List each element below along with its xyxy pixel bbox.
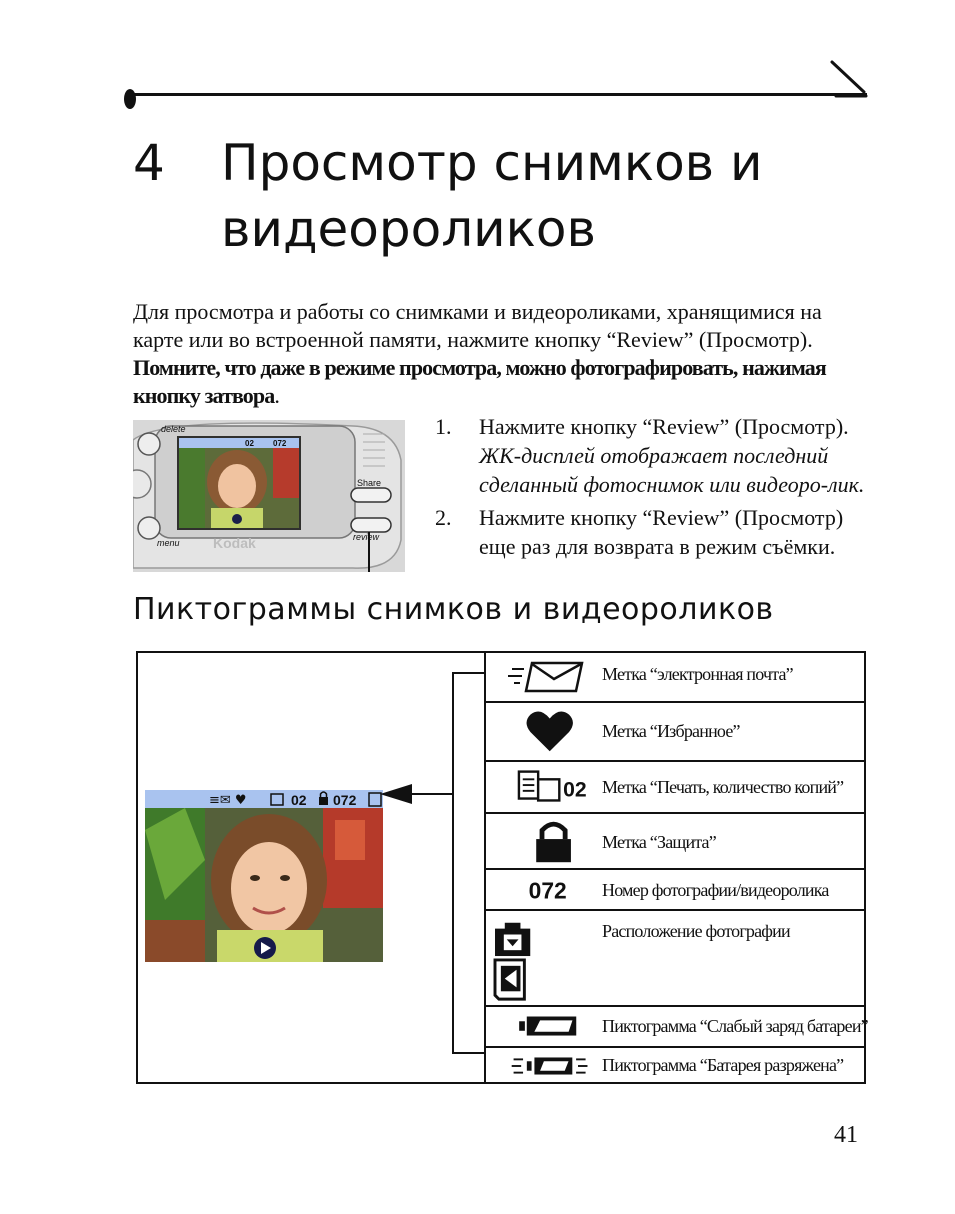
intro-paragraph	[133, 298, 873, 410]
header-dot	[124, 89, 136, 109]
chapter-number: 4	[133, 134, 165, 192]
icon-label: Номер фотографии/видеоролика	[602, 880, 829, 900]
step-item	[435, 412, 865, 499]
icons-bracket	[452, 672, 484, 1054]
section-title: Пиктограммы снимков и видеороликов	[133, 592, 774, 627]
table-row	[484, 760, 866, 812]
step-item	[435, 503, 865, 561]
camera-delete-label: delete	[161, 424, 186, 434]
heart-icon	[484, 703, 600, 760]
camera-menu-label: menu	[157, 538, 180, 548]
table-row	[484, 812, 866, 868]
table-row	[484, 701, 866, 760]
location-icons	[484, 911, 600, 1005]
camera-brand: Kodak	[213, 535, 256, 551]
step-note: ЖК-дисплей отображает последний сделанный фотоснимок или видеоро-лик.	[479, 443, 865, 497]
camera-status-photo-number: 072	[273, 439, 287, 448]
battery-empty-icon	[484, 1048, 600, 1084]
camera-share-label: Share	[357, 478, 382, 488]
preview-photo-number: 072	[333, 792, 357, 808]
table-row	[484, 1005, 866, 1046]
icon-label: Метка “Печать, количество копий”	[602, 777, 844, 797]
icon-label: Расположение фотографии	[602, 921, 790, 941]
icons-table	[484, 651, 866, 1084]
photo-number-value	[484, 870, 600, 909]
header-rule	[133, 93, 867, 96]
chapter-title	[133, 130, 893, 258]
step-number: 1.	[435, 414, 452, 439]
print-count-value: 02	[563, 778, 587, 802]
table-row	[484, 651, 866, 701]
icon-label: Метка “электронная почта”	[602, 664, 793, 684]
memory-card-icon	[495, 960, 524, 999]
battery-low-icon	[484, 1007, 600, 1046]
print-icon	[484, 762, 600, 812]
step-number: 2.	[435, 505, 452, 530]
preview-photo	[145, 790, 383, 962]
email-tag-icon	[484, 651, 600, 701]
intro-bold-note: Помните, что даже в режиме просмотра, можно фотографировать, нажимая кнопку затвора	[133, 355, 826, 408]
icon-label: Метка “Защита”	[602, 832, 716, 852]
step-text: Нажмите кнопку “Review” (Просмотр) еще раз для возврата в режим съёмки.	[479, 505, 844, 559]
table-row	[484, 868, 866, 909]
header-hook	[826, 58, 870, 98]
page-number: 41	[834, 1122, 858, 1148]
camera-memory-icon	[495, 923, 530, 956]
svg-text:072: 072	[528, 877, 567, 904]
intro-text: Для просмотра и работы со снимками и видеороликами, хранящимися на карте или во встроенной памяти, нажмите кнопку “Review” (Просмотр).	[133, 299, 822, 352]
table-row	[484, 1046, 866, 1084]
icon-label: Метка “Избранное”	[602, 721, 740, 741]
camera-back-illustration	[133, 420, 405, 572]
camera-review-label: review	[353, 532, 380, 542]
chapter-heading: Просмотр снимков и видеороликов	[221, 134, 763, 258]
intro-end: .	[274, 383, 280, 408]
steps-list	[435, 412, 865, 565]
preview-print-count: 02	[291, 792, 307, 808]
icon-label: Пиктограмма “Батарея разряжена”	[602, 1055, 844, 1075]
table-row	[484, 909, 866, 1005]
icon-label: Пиктограмма “Слабый заряд батареи”	[602, 1016, 868, 1036]
svg-text:≡✉ ♥: ≡✉ ♥	[209, 793, 247, 808]
pointer-arrow	[380, 782, 454, 806]
step-text: Нажмите кнопку “Review” (Просмотр).	[479, 414, 849, 439]
camera-status-print-count: 02	[245, 439, 254, 448]
lock-icon	[484, 814, 600, 868]
